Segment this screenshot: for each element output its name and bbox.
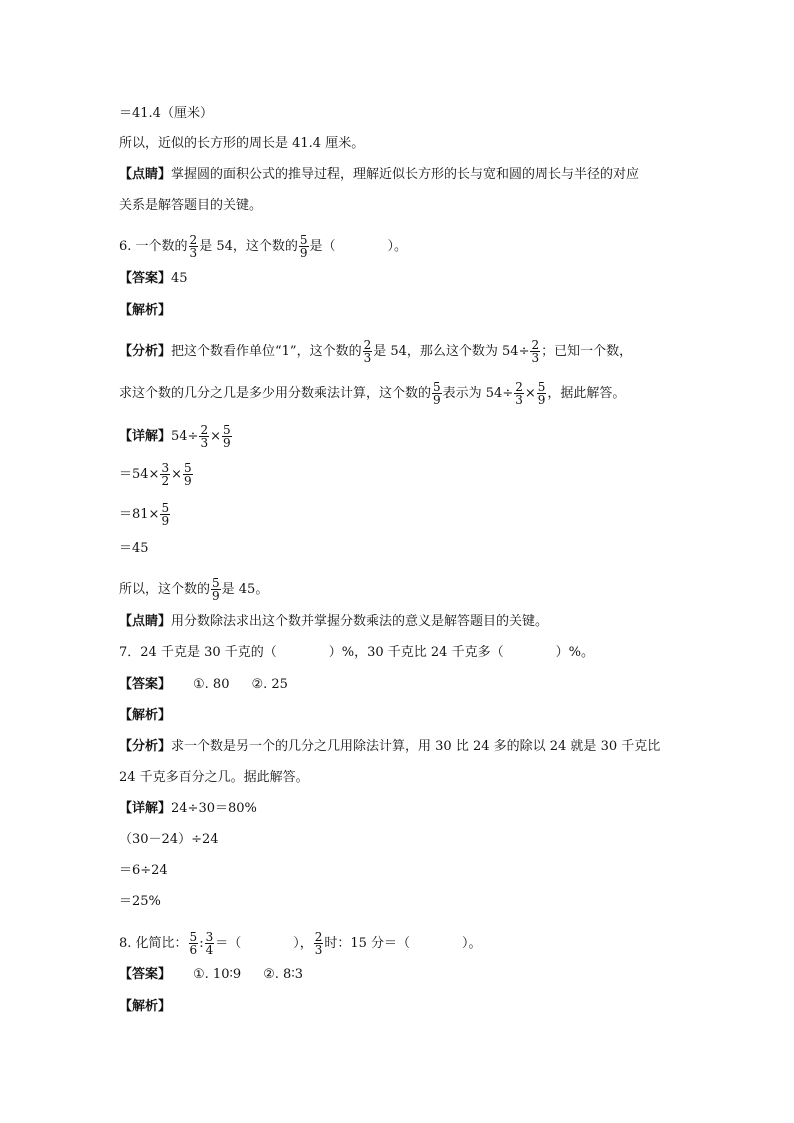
numerator: 5	[299, 233, 308, 247]
detail-6-line4: ＝45	[119, 541, 149, 556]
denominator: 9	[433, 393, 441, 407]
fraction	[314, 931, 324, 956]
fraction	[189, 931, 199, 956]
denominator: 4	[205, 943, 214, 957]
conclusion-text: 所以，这个数的	[119, 582, 211, 597]
fraction	[432, 381, 442, 406]
q8-part-c: ＝（ ），	[215, 936, 313, 951]
key-point-text: 用分数除法求出这个数并掌握分数乘法的意义是解答题目的关键。	[171, 614, 549, 629]
line-conclusion: 所以，近似的长方形的周长是 41.4 厘米。	[119, 136, 365, 151]
denominator: 9	[223, 436, 231, 450]
key-point-text: 掌握圆的面积公式的推导过程，理解近似长方形的长与宽和圆的周长与半径的对应	[171, 167, 640, 182]
numerator: 5	[223, 423, 231, 437]
numerator: 5	[183, 461, 192, 475]
denominator: 2	[161, 474, 170, 488]
fraction	[222, 424, 232, 449]
tag-key-point: 【点睛】	[119, 614, 172, 629]
numerator: 2	[515, 380, 523, 394]
answer-6-value: 45	[171, 271, 188, 286]
numerator: 5	[161, 501, 170, 515]
answer-7-option-1: ①. 80	[193, 677, 230, 692]
analysis-6-line2	[119, 381, 625, 406]
detail-7-line4: ＝25%	[119, 894, 161, 909]
q8-part-a: 8. 化简比：	[119, 936, 188, 951]
q8-part-b: :	[199, 936, 204, 951]
analysis-text: 是 54，那么这个数为 54÷	[373, 344, 530, 359]
fraction	[189, 234, 199, 259]
fraction	[514, 381, 524, 406]
detail-text: ＝81×	[119, 507, 160, 522]
detail-7-line1	[119, 801, 257, 817]
detail-text: ×	[210, 429, 221, 444]
detail-text: ＝54×	[119, 467, 160, 482]
denominator: 3	[531, 351, 540, 365]
tag-detail: 【详解】	[119, 801, 172, 816]
detail-6-line1	[119, 424, 233, 449]
analysis-6-line1	[119, 339, 632, 364]
answer-8	[119, 967, 303, 983]
numerator: 5	[212, 576, 220, 590]
denominator: 9	[299, 246, 308, 260]
line-result: ＝41.4（厘米）	[119, 106, 213, 121]
tag-answer: 【答案】	[119, 271, 172, 286]
fraction	[363, 339, 373, 364]
analysis-text: 求这个数的几分之几是多少用分数乘法计算，这个数的	[119, 386, 432, 401]
tag-key-point: 【点睛】	[119, 167, 172, 182]
numerator: 2	[363, 338, 372, 352]
numerator: 2	[314, 930, 323, 944]
denominator: 9	[183, 474, 192, 488]
q8-part-d: 时：15 分＝（ ）。	[324, 936, 482, 951]
analysis-text: 求一个数是另一个的几分之几用除法计算，用 30 比 24 多的除以 24 就是 30 千克比	[171, 739, 661, 754]
tag-analysis-7: 【解析】	[119, 708, 172, 723]
denominator: 6	[189, 943, 198, 957]
numerator: 5	[433, 380, 441, 394]
question-6	[119, 234, 407, 259]
tag-answer: 【答案】	[119, 967, 172, 982]
answer-7	[119, 677, 288, 693]
fraction	[199, 424, 209, 449]
denominator: 9	[161, 514, 170, 528]
numerator: 5	[537, 380, 546, 394]
analysis-text: 把这个数看作单位“1”，这个数的	[171, 344, 362, 359]
analysis-text: ，据此解答。	[547, 386, 626, 401]
detail-6-line2	[119, 462, 194, 487]
answer-6	[119, 271, 188, 287]
answer-8-option-2: ②. 8∶3	[263, 967, 303, 982]
q6-part-b: 是 54，这个数的	[199, 239, 298, 254]
fraction	[183, 462, 193, 487]
analysis-7-line2: 24 千克多百分之几。据此解答。	[119, 770, 309, 785]
detail-text: 24÷30＝80%	[171, 801, 257, 816]
analysis-text: ；已知一个数，	[541, 344, 633, 359]
numerator: 2	[531, 338, 540, 352]
denominator: 3	[200, 436, 209, 450]
question-8	[119, 931, 482, 956]
denominator: 9	[537, 393, 546, 407]
q6-part-a: 6. 一个数的	[119, 239, 188, 254]
q6-part-c: 是（ ）。	[309, 239, 408, 254]
detail-text: 54÷	[171, 429, 199, 444]
fraction	[160, 462, 170, 487]
tag-analysis: 【分析】	[119, 739, 172, 754]
denominator: 3	[363, 351, 372, 365]
analysis-7-line1	[119, 739, 660, 755]
detail-7-line2: （30－24）÷24	[119, 832, 219, 847]
tag-analysis: 【分析】	[119, 344, 172, 359]
tag-answer: 【答案】	[119, 677, 172, 692]
denominator: 3	[515, 393, 523, 407]
numerator: 3	[161, 461, 170, 475]
denominator: 3	[314, 943, 323, 957]
tag-analysis-8: 【解析】	[119, 999, 172, 1014]
numerator: 2	[189, 233, 198, 247]
numerator: 5	[189, 930, 198, 944]
analysis-text: ×	[524, 386, 536, 401]
key-point-6	[119, 614, 548, 630]
detail-7-line3: ＝6÷24	[119, 863, 168, 878]
line-key-point-cont: 关系是解答题目的关键。	[119, 198, 263, 213]
numerator: 2	[200, 423, 209, 437]
fraction	[160, 502, 170, 527]
denominator: 3	[189, 246, 198, 260]
fraction	[537, 381, 547, 406]
detail-6-line3	[119, 502, 171, 527]
numerator: 3	[205, 930, 214, 944]
tag-analysis-6: 【解析】	[119, 303, 172, 318]
fraction	[205, 931, 215, 956]
fraction	[299, 234, 309, 259]
detail-text: ×	[171, 467, 182, 482]
tag-detail: 【详解】	[119, 429, 172, 444]
denominator: 9	[212, 589, 220, 603]
answer-8-option-1: ①. 10∶9	[193, 967, 242, 982]
question-7: 7．24 千克是 30 千克的（ ）%，30 千克比 24 千克多（ ）%。	[119, 645, 594, 660]
conclusion-text: 是 45。	[221, 582, 269, 597]
conclusion-6	[119, 577, 268, 602]
fraction	[211, 577, 221, 602]
answer-7-option-2: ②. 25	[251, 677, 288, 692]
analysis-text: 表示为 54÷	[442, 386, 514, 401]
fraction	[530, 339, 540, 364]
line-key-point	[119, 167, 639, 183]
